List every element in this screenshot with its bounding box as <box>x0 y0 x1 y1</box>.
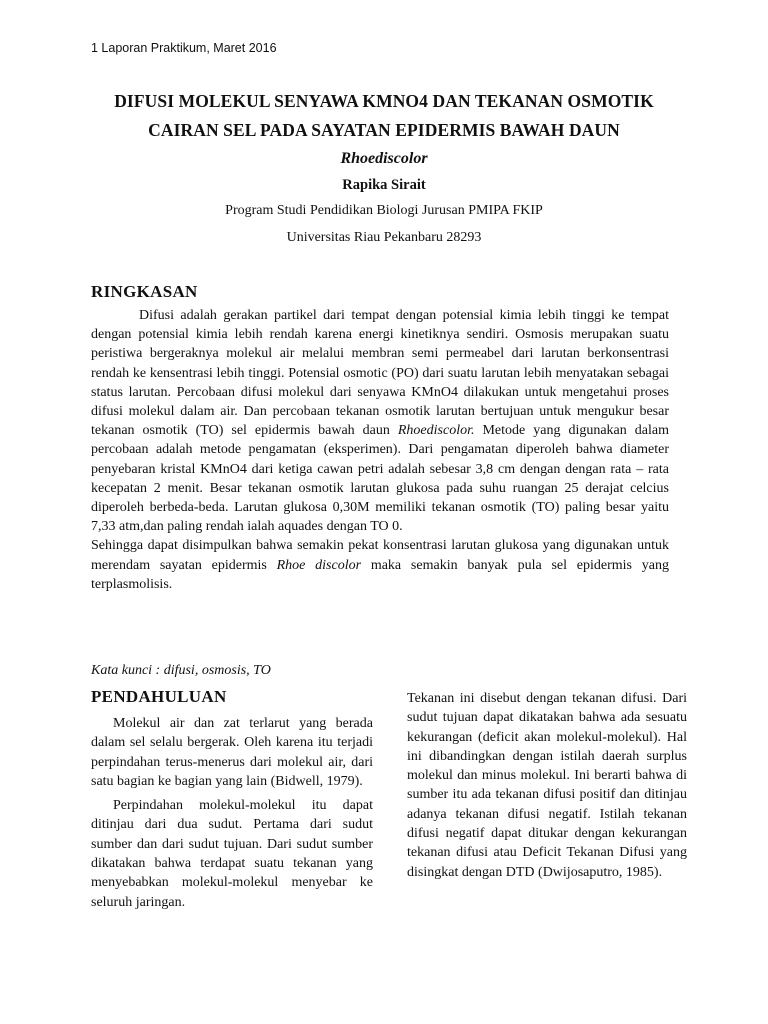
running-head: 1 Laporan Praktikum, Maret 2016 <box>91 41 277 55</box>
title-block <box>60 87 708 248</box>
intro-right-column <box>407 689 687 882</box>
author-name: Rapika Sirait <box>342 177 426 193</box>
abstract-paragraph-1: Difusi adalah gerakan partikel dari tempat dengan potensial kimia lebih tinggi ke tempat dengan potensial kimia lebih rendah karena energi kinetiknya sendiri. Osmosis merupakan suatu peristiwa bergeraknya molekul air melalui membran semi permeabel dari larutan berkonsentrasi rendah ke kensentrasi lebih tinggi. Potensial osmotic (PO) dari suatu larutan lebih menyatakan sebagai status larutan. Percobaan difusi molekul dari senyawa KMnO4 dilakukan untuk mengetahui proses difusi molekul dalam air. Dan percobaan tekanan osmotik larutan bertujuan untuk mengukur besar tekanan osmotik (TO) sel epidermis bawah daun Rhoediscolor. Metode yang digunakan dalam percobaan adalah metode pengamatan (eksperimen). Dari pengamatan diperoleh bahwa diameter penyebaran kristal KMnO4 dari ketiga cawan petri adalah sebesar 3,8 cm dengan dengan rata – rata kecepatan 2 menit. Besar tekanan osmotik larutan glukosa pada suhu ruangan 25 derajat celcius diperoleh berbeda-beda. Larutan glukosa 0,30M memiliki tekanan osmotik (TO) paling besar yaitu 7,33 atm,dan paling rendah ialah aquades dengan TO 0. <box>91 308 669 535</box>
intro-paragraph-2: Perpindahan molekul-molekul itu dapat ditinjau dari dua sudut. Pertama dari sudut sumber dan dari sudut tujuan. Dari sudut sumber dikatakan bahwa terdapat suatu tekanan yang menyebabkan molekul-molekul menyebar ke seluruh jaringan. <box>91 798 373 910</box>
intro-left-column <box>91 714 373 912</box>
paper-title-line-1: DIFUSI MOLEKUL SENYAWA KMNO4 DAN TEKANAN OSMOTIK <box>114 91 654 111</box>
abstract-body <box>91 306 669 594</box>
keywords: Kata kunci : difusi, osmosis, TO <box>91 663 271 678</box>
author-affiliation: Program Studi Pendidikan Biologi Jurusan PMIPA FKIP <box>225 203 543 218</box>
author-institution: Universitas Riau Pekanbaru 28293 <box>286 230 482 245</box>
intro-heading: PENDAHULUAN <box>91 687 227 706</box>
abstract-heading: RINGKASAN <box>91 282 198 301</box>
paper-title-line-2: CAIRAN SEL PADA SAYATAN EPIDERMIS BAWAH DAUN <box>148 120 620 140</box>
intro-paragraph-3: Tekanan ini disebut dengan tekanan difusi. Dari sudut tujuan dapat dikatakan bahwa ada sesuatu kekurangan (deficit akan molekul-molekul). Hal ini dibandingkan dengan istilah daerah surplus molekul dan minus molekul. Ini berarti bahwa di sumber itu ada tekanan difusi positif dan ditinjau adanya tekanan difusi negatif. Istilah tekanan difusi negatif dapat ditukar dengan kekurangan tekanan difusi atau Deficit Tekanan Difusi yang disingkat dengan DTD (Dwijosaputro, 1985). <box>407 691 687 880</box>
intro-paragraph-1: Molekul air dan zat terlarut yang berada dalam sel selalu bergerak. Oleh karena itu terjadi perpindahan terus-menerus dari molekul air, dari satu bagian ke bagian yang lain (Bidwell, 1979). <box>91 716 373 789</box>
abstract-paragraph-2: Sehingga dapat disimpulkan bahwa semakin pekat konsentrasi larutan glukosa yang digunakan untuk merendam sayatan epidermis Rhoe discolor maka semakin banyak pula sel epidermis yang terplasmolisis. <box>91 538 669 592</box>
paper-title-species: Rhoediscolor <box>340 150 428 167</box>
